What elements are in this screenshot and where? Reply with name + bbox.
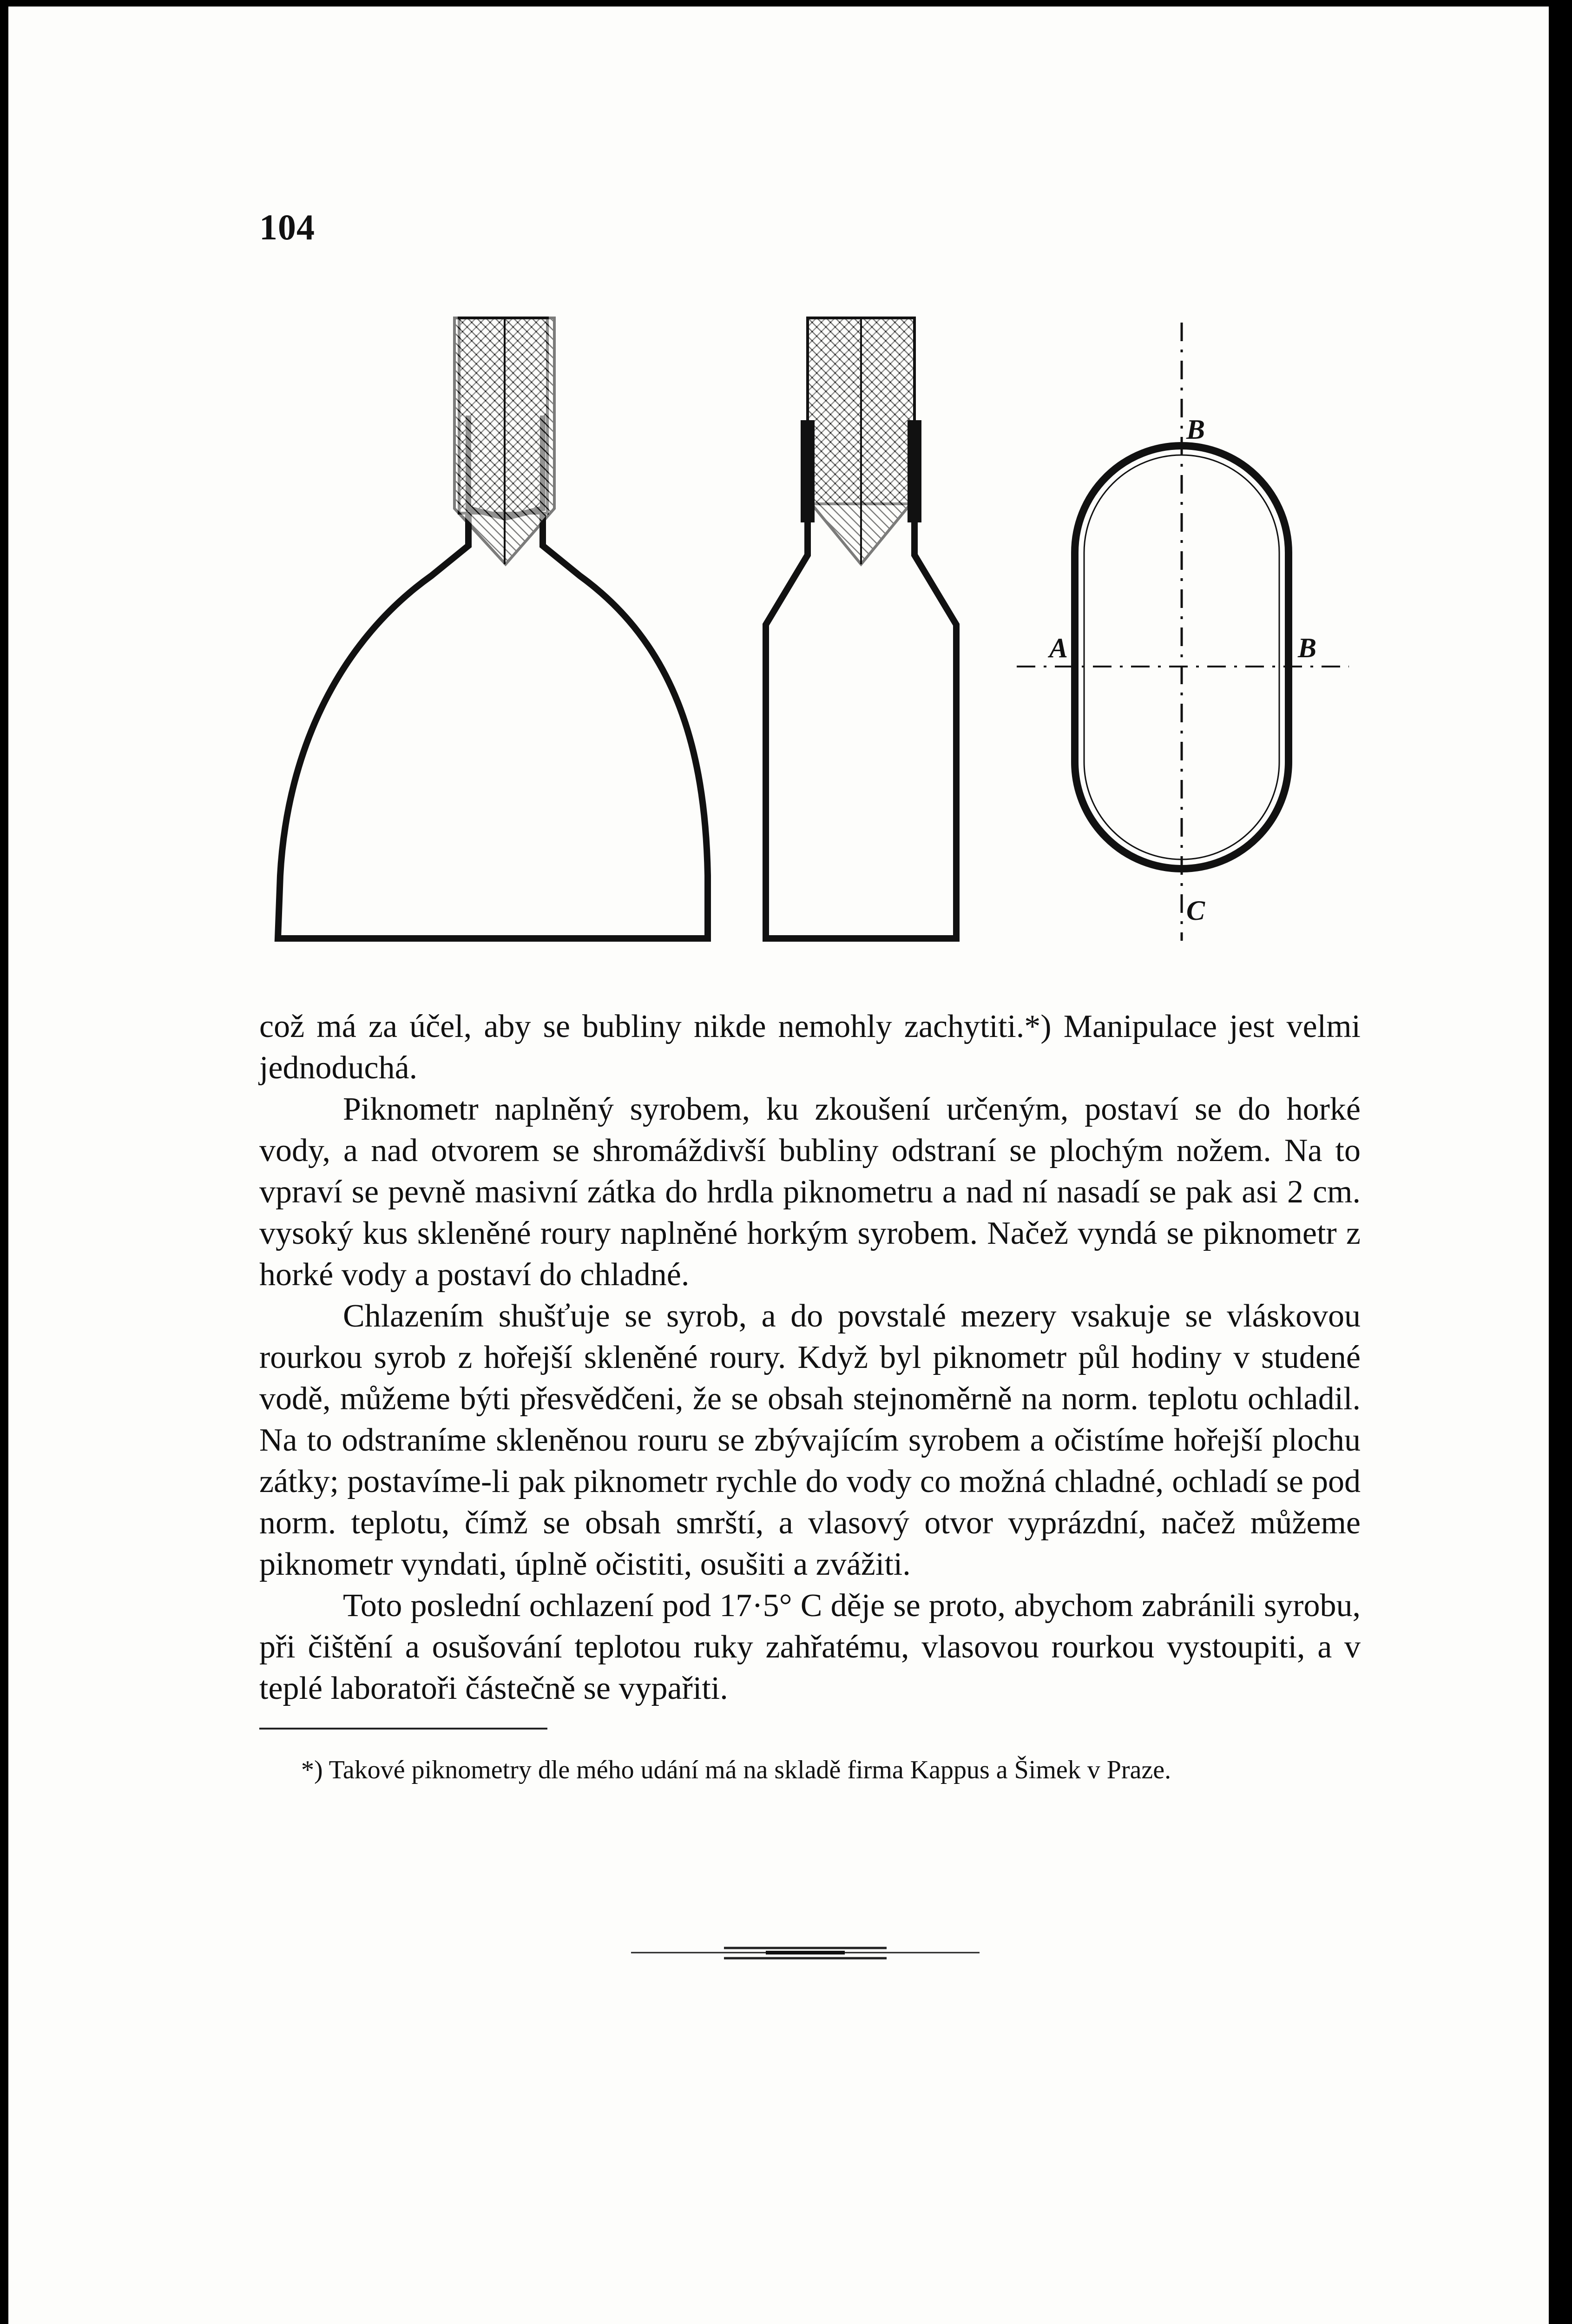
footnote: *) Takové piknometry dle mého udání má na skladě firma Kappus a Šimek v Praze. [301,1756,1171,1784]
end-ornament [631,1942,980,1966]
cylinder-pycnometer [766,318,956,938]
paragraph-1: což má za účel, aby se bubliny nikde nemohly zachytiti.*) Manipulace jest velmi jednoduchá. [259,1009,1361,1086]
paragraph-3: Chlazením shušťuje se syrob, a do povstalé mezery vsakuje se vláskovou rourkou syrob z hořejší skleněné roury. Když byl piknometr půl hodiny v studené vodě, můžeme býti přesvědčeni, že se obsah stejnoměrně na norm. teplotu ochladil. Na to odstraníme skleněnou rouru se zbývajícím syrobem a očistíme hořejší plochu zátky; postavíme-li pak piknometr rychle do vody co možná chladné, ochladí se pod norm. teplotu, čímž se obsah smrští, a vlasový otvor vyprázdní, načež můžeme piknometr vyndati, úplně očistiti, osušiti a zvážiti. [259,1298,1361,1582]
label-top-b: B [1186,414,1205,445]
book-page [8,7,1549,2324]
footnote-divider [259,1728,547,1730]
bell-pycnometer [278,318,708,938]
page-number: 104 [259,207,315,247]
pycnometer-drawing [259,304,1375,983]
label-left-a: A [1049,633,1068,663]
paragraph-4: Toto poslední ochlazení pod 17·5° C děje se proto, abychom zabránili syrobu, při čištění a osušování teplotou ruky zahřatému, vlasovou rourkou vystoupiti, a v teplé laboratoři částečně se vypařiti. [259,1588,1361,1706]
pycnometer-figure [259,304,1375,983]
body-text [259,1006,1361,1787]
paragraph-2: Piknometr naplněný syrobem, ku zkoušení určeným, postaví se do horké vody, a nad otvorem se shromáždivší bubliny odstraní se plochým nožem. Na to vpraví se pevně masivní zátka do hrdla piknometru a nad ní nasadí se pak asi 2 cm. vysoký kus skleněné roury naplněné horkým syrobem. Načež vyndá se piknometr z horké vody a postaví do chladné. [259,1091,1361,1293]
cross-section-diagram [1017,323,1349,941]
label-bottom-c: C [1186,895,1205,926]
label-right-b: B [1298,633,1317,663]
